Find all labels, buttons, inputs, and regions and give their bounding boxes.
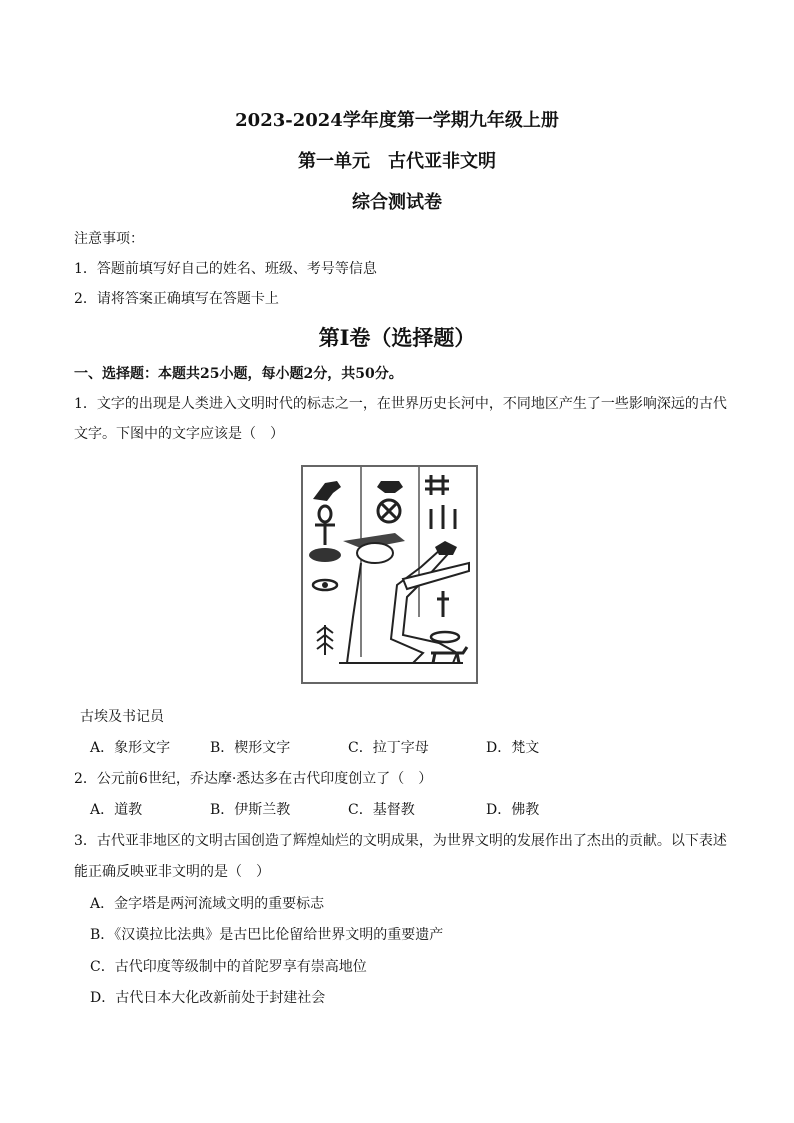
- q2-stem: 2．公元前6世纪，乔达摩·悉达多在古代印度创立了（ ）: [74, 771, 433, 787]
- q1-option-d: D．梵文: [486, 740, 540, 756]
- q2-option-d: D．佛教: [486, 802, 540, 818]
- q3-stem-line2: 能正确反映亚非文明的是（ ）: [74, 864, 270, 880]
- q3-option-b: B．《汉谟拉比法典》是古巴比伦留给世界文明的重要遗产: [90, 927, 444, 943]
- exam-title: 2023-2024学年度第一学期九年级上册: [235, 110, 559, 131]
- q3-option-d: D．古代日本大化改新前处于封建社会: [90, 990, 326, 1006]
- q1-stem-line1: 1．文字的出现是人类进入文明时代的标志之一，在世界历史长河中，不同地区产生了一些影响深远的古代: [74, 396, 727, 412]
- unit-title: 第一单元 古代亚非文明: [298, 151, 496, 172]
- q1-stem-line2: 文字。下图中的文字应该是（ ）: [74, 426, 284, 442]
- q3-option-a: A．金字塔是两河流域文明的重要标志: [90, 896, 325, 912]
- q1-option-c: C．拉丁字母: [348, 740, 429, 756]
- section-title: 第Ⅰ卷（选择题）: [318, 325, 476, 350]
- q3-option-c: C．古代印度等级制中的首陀罗享有崇高地位: [90, 959, 367, 975]
- q3-stem-line1: 3．古代亚非地区的文明古国创造了辉煌灿烂的文明成果，为世界文明的发展作出了杰出的贡献。以下表述: [74, 833, 727, 849]
- q1-option-a: A．象形文字: [90, 740, 171, 756]
- test-title: 综合测试卷: [352, 192, 442, 213]
- q1-option-b: B．楔形文字: [210, 740, 291, 756]
- q2-option-a: A．道教: [90, 802, 143, 818]
- egyptian-scribe-figure: [301, 465, 478, 684]
- q1-figure-caption: 古埃及书记员: [80, 709, 164, 725]
- notes-item-1: 1．答题前填写好自己的姓名、班级、考号等信息: [74, 261, 377, 277]
- q2-option-c: C．基督教: [348, 802, 415, 818]
- notes-item-2: 2．请将答案正确填写在答题卡上: [74, 291, 279, 307]
- egyptian-scribe-illustration: [303, 467, 476, 682]
- section-instruction: 一、选择题：本题共25小题，每小题2分，共50分。: [74, 366, 403, 382]
- q2-option-b: B．伊斯兰教: [210, 802, 291, 818]
- notes-heading: 注意事项：: [74, 231, 144, 247]
